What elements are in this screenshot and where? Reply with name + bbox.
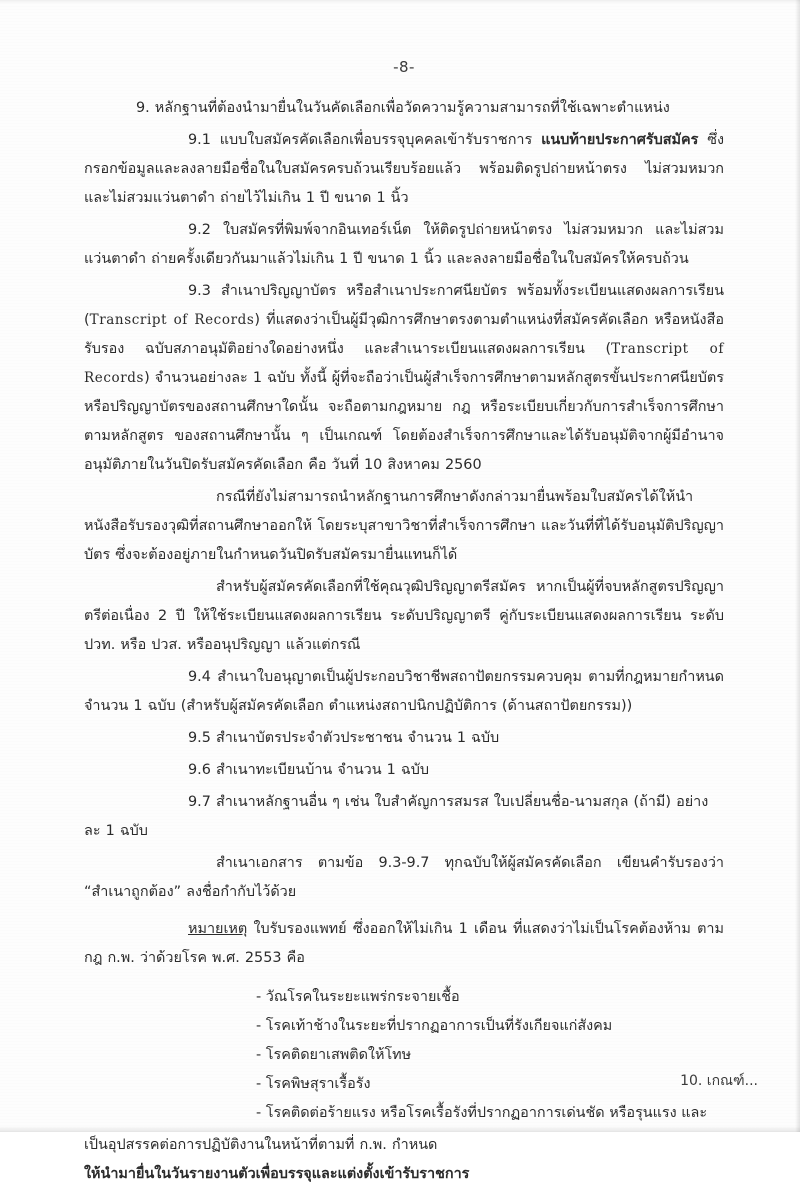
paragraph-bachelor-degree: สำหรับผู้สมัครคัดเลือกที่ใช้คุณวุฒิปริญญาตรีสมัคร หากเป็นผู้ที่จบหลักสูตรปริญญาตรีต่อเนื่อง 2 ปี ให้ใช้ระเบียนแสดงผลการเรียน ระดับปริญญาตรี คู่กับระเบียนแสดงผลการเรียน ระดับ ปวท. หรือ ปวส. หรืออนุปริญญา แล้วแต่กรณี xyxy=(84,579,724,653)
scan-edge-top xyxy=(0,0,800,4)
prohibited-disease-list xyxy=(84,983,724,1128)
item-9-4: 9.4 สำเนาใบอนุญาตเป็นผู้ประกอบวิชาชีพสถาปัตยกรรมควบคุม ตามที่กฎหมายกำหนด จำนวน 1 ฉบับ (สำหรับผู้สมัครคัดเลือก ตำแหน่งสถาปนิกปฏิบัติการ (ด้านสถาปัตยกรรม)) xyxy=(84,669,724,714)
remark-label: หมายเหตุ xyxy=(188,921,248,937)
item-9-3-part3: ) จำนวนอย่างละ 1 ฉบับ ทั้งนี้ ผู้ที่จะถือว่าเป็นผู้สำเร็จการศึกษาตามหลักสูตรขั้นประกาศนียบัตร หรือปริญญาบัตรของสถานศึกษาใดนั้น จะถือตามกฎหมาย กฎ หรือระเบียบเกี่ยวกับการสำเร็จการศึกษาตามหลักสูตร ของสถานศึกษานั้น ๆ เป็นเกณฑ์ โดยต้องสำเร็จการศึกษาและได้รับอนุมัติจากผู้มีอำนาจอนุมัติภายในวันปิดรับสมัครคัดเลือก คือ วันที่ 10 สิงหาคม 2560 xyxy=(84,370,724,473)
item-9-1-lead: 9.1 แบบใบสมัครคัดเลือกเพื่อบรรจุบุคคลเข้ารับราชการ xyxy=(188,132,542,148)
transcript-of-records-label-2: Transcript of Records xyxy=(84,341,724,386)
paragraph-case-no-evidence: กรณีที่ยังไม่สามารถนำหลักฐานการศึกษาดังกล่าวมายื่นพร้อมใบสมัครได้ให้นำหนังสือรับรองวุฒิที่สถานศึกษาออกให้ โดยระบุสาขาวิชาที่สำเร็จการศึกษา และวันที่ที่ได้รับอนุมัติปริญญาบัตร ซึ่งจะต้องอยู่ภายในกำหนดวันปิดรับสมัครมายื่นแทนก็ได้ xyxy=(84,489,724,563)
item-9-1-bold-phrase: แนบท้ายประกาศรับสมัคร xyxy=(541,132,699,148)
item-9-1-rest: ซึ่งกรอกข้อมูลและลงลายมือชื่อในใบสมัครครบถ้วนเรียบร้อยแล้ว พร้อมติดรูปถ่ายหน้าตรง ไม่สวมหมวก และไม่สวมแว่นตาดำ ถ่ายไว้ไม่เกิน 1 ปี ขนาด 1 นิ้ว xyxy=(84,132,724,206)
item-9-3-part2: ) ที่แสดงว่าเป็นผู้มีวุฒิการศึกษาตรงตามตำแหน่งที่สมัครคัดเลือก หรือหนังสือรับรอง ฉบับสภาอนุมัติอย่างใดอย่างหนึ่ง และสำเนาระเบียนแสดงผลการเรียน ( xyxy=(84,312,724,357)
list-item: - โรคติดยาเสพติดให้โทษ xyxy=(256,1047,412,1063)
transcript-of-records-label-1: Transcript of Records xyxy=(89,312,255,328)
heading-section-9: 9. หลักฐานที่ต้องนำมายื่นในวันคัดเลือกเพื่อวัดความรู้ความสามารถที่ใช้เฉพาะตำแหน่ง xyxy=(136,100,670,116)
item-9-6: 9.6 สำเนาทะเบียนบ้าน จำนวน 1 ฉบับ xyxy=(188,762,429,778)
item-9-3 xyxy=(84,277,724,480)
list-item: - โรคเท้าช้างในระยะที่ปรากฏอาการเป็นที่รังเกียจแก่สังคม xyxy=(256,1018,613,1034)
list-item: - วัณโรคในระยะแพร่กระจายเชื้อ xyxy=(256,989,460,1005)
item-9-1 xyxy=(84,126,724,213)
remark-text: ใบรับรองแพทย์ ซึ่งออกให้ไม่เกิน 1 เดือน ที่แสดงว่าไม่เป็นโรคต้องห้าม ตามกฎ ก.พ. ว่าด้วยโรค พ.ศ. 2553 คือ xyxy=(84,921,724,966)
page-number: -8- xyxy=(393,58,415,76)
document-body xyxy=(84,58,724,1189)
item-9-7: 9.7 สำเนาหลักฐานอื่น ๆ เช่น ใบสำคัญการสมรส ใบเปลี่ยนชื่อ-นามสกุล (ถ้ามี) อย่างละ 1 ฉบับ xyxy=(84,794,709,839)
remark-paragraph xyxy=(84,915,724,973)
paragraph-certified-copy: สำเนาเอกสาร ตามข้อ 9.3-9.7 ทุกฉบับให้ผู้สมัครคัดเลือก เขียนคำรับรองว่า “สำเนาถูกต้อง” ลงชื่อกำกับไว้ด้วย xyxy=(84,855,724,900)
list-item: - โรคติดต่อร้ายแรง หรือโรคเรื้อรังที่ปรากฏอาการเด่นชัด หรือรุนแรง และ xyxy=(256,1105,708,1121)
footer-continuation: 10. เกณฑ์... xyxy=(680,1073,758,1089)
paragraph-submit-on-report-day: ให้นำมายื่นในวันรายงานตัวเพื่อบรรจุและแต่งตั้งเข้ารับราชการ xyxy=(84,1166,470,1182)
item-9-2: 9.2 ใบสมัครที่พิมพ์จากอินเทอร์เน็ต ให้ติดรูปถ่ายหน้าตรง ไม่สวมหมวก และไม่สวมแว่นตาดำ ถ่ายครั้งเดียวกันมาแล้วไม่เกิน 1 ปี ขนาด 1 นิ้ว และลงลายมือชื่อในใบสมัครให้ครบถ้วน xyxy=(84,222,724,267)
scan-edge-right xyxy=(795,0,800,1132)
item-9-5: 9.5 สำเนาบัตรประจำตัวประชาชน จำนวน 1 ฉบับ xyxy=(188,730,500,746)
paragraph-obstacle: เป็นอุปสรรคต่อการปฏิบัติงานในหน้าที่ตามที่ ก.พ. กำหนด xyxy=(84,1137,438,1153)
item-9-3-part1: 9.3 สำเนาปริญญาบัตร หรือสำเนาประกาศนียบัตร พร้อมทั้งระเบียนแสดงผลการเรียน ( xyxy=(84,283,724,328)
list-item: - โรคพิษสุราเรื้อรัง xyxy=(256,1076,371,1092)
